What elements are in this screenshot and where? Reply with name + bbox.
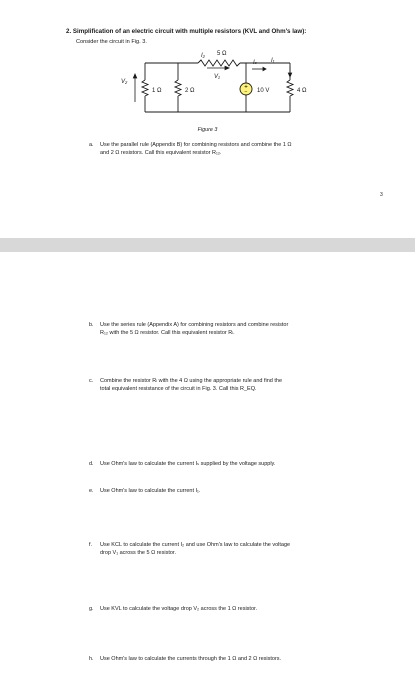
document-page-2	[0, 252, 415, 700]
item-line: R₁₂ with the 5 Ω resistor. Call this equivalent resistor Rₗ.	[100, 330, 235, 336]
label-4-ohm: 4 Ω	[297, 88, 307, 94]
arrow-v1-head	[225, 66, 229, 69]
item-text	[100, 141, 292, 157]
item-label: c.	[89, 378, 94, 384]
item-line: Use the series rule (Appendix A) for combining resistors and combine resistor	[100, 322, 289, 328]
question-title: 2. Simplification of an electric circuit with multiple resistors (KVL and Ohm's law):	[66, 28, 307, 35]
item-line: Use Ohm's law to calculate the current I₁.	[100, 488, 201, 494]
label-i2: I₂	[201, 53, 205, 59]
label-1-ohm: 1 Ω	[152, 88, 162, 94]
item-text	[100, 321, 288, 337]
label-10v: 10 V	[257, 88, 270, 94]
item-label: f.	[89, 542, 93, 548]
label-is: Iₛ	[253, 60, 257, 66]
item-text	[100, 605, 257, 613]
item-line: Use Ohm's law to calculate the current Iₛ supplied by the voltage supply.	[100, 461, 276, 467]
item-label: b.	[89, 322, 94, 328]
item-line: Use Ohm's law to calculate the currents through the 1 Ω and 2 Ω resistors.	[100, 656, 282, 662]
item-line: Use the parallel rule (Appendix B) for combining resistors and combine the 1 Ω	[100, 142, 292, 148]
label-i1: I₁	[271, 58, 275, 64]
label-v2: V₂	[121, 79, 128, 85]
item-line: Use KVL to calculate the voltage drop V₂ across the 1 Ω resistor.	[100, 606, 258, 612]
resistor-4-ohm	[287, 80, 293, 96]
resistor-2-ohm	[175, 80, 181, 96]
item-line: Use KCL to calculate the current I₂ and use Ohm's law to calculate the voltage	[100, 542, 291, 548]
item-label: h.	[89, 656, 94, 662]
label-v1: V₁	[214, 74, 220, 80]
item-text	[100, 541, 290, 557]
item-line: total equivalent resistance of the circuit in Fig. 3. Call this R_EQ.	[100, 386, 257, 392]
question-subtitle: Consider the circuit in Fig. 3.	[76, 39, 147, 45]
label-5-ohm: 5 Ω	[217, 51, 227, 57]
label-2-ohm: 2 Ω	[185, 88, 195, 94]
document-page-1	[0, 0, 415, 238]
item-text	[100, 655, 281, 663]
item-line: drop V₁ across the 5 Ω resistor.	[100, 550, 176, 556]
source-minus-sign: −	[244, 89, 248, 96]
item-text	[100, 377, 282, 393]
arrow-v2-head	[133, 74, 136, 78]
arrow-i1-head	[288, 73, 291, 77]
figure-caption: Figure 3	[197, 127, 218, 133]
page-separator	[0, 238, 415, 252]
item-label: a.	[89, 142, 94, 148]
page-number: 3	[380, 192, 383, 198]
arrow-is-head	[263, 67, 266, 70]
source-plus-sign: +	[244, 84, 248, 91]
item-label: g.	[89, 606, 94, 612]
item-text	[100, 460, 275, 468]
resistor-5-ohm	[198, 60, 240, 66]
item-label: e.	[89, 488, 94, 494]
item-line: Combine the resistor Rₗ with the 4 Ω using the appropriate rule and find the	[100, 378, 283, 384]
item-label: d.	[89, 461, 94, 467]
resistor-1-ohm	[142, 80, 148, 96]
item-line: and 2 Ω resistors. Call this equivalent resistor R₁₂.	[100, 150, 222, 156]
circuit-diagram	[0, 0, 415, 140]
item-text	[100, 487, 200, 495]
